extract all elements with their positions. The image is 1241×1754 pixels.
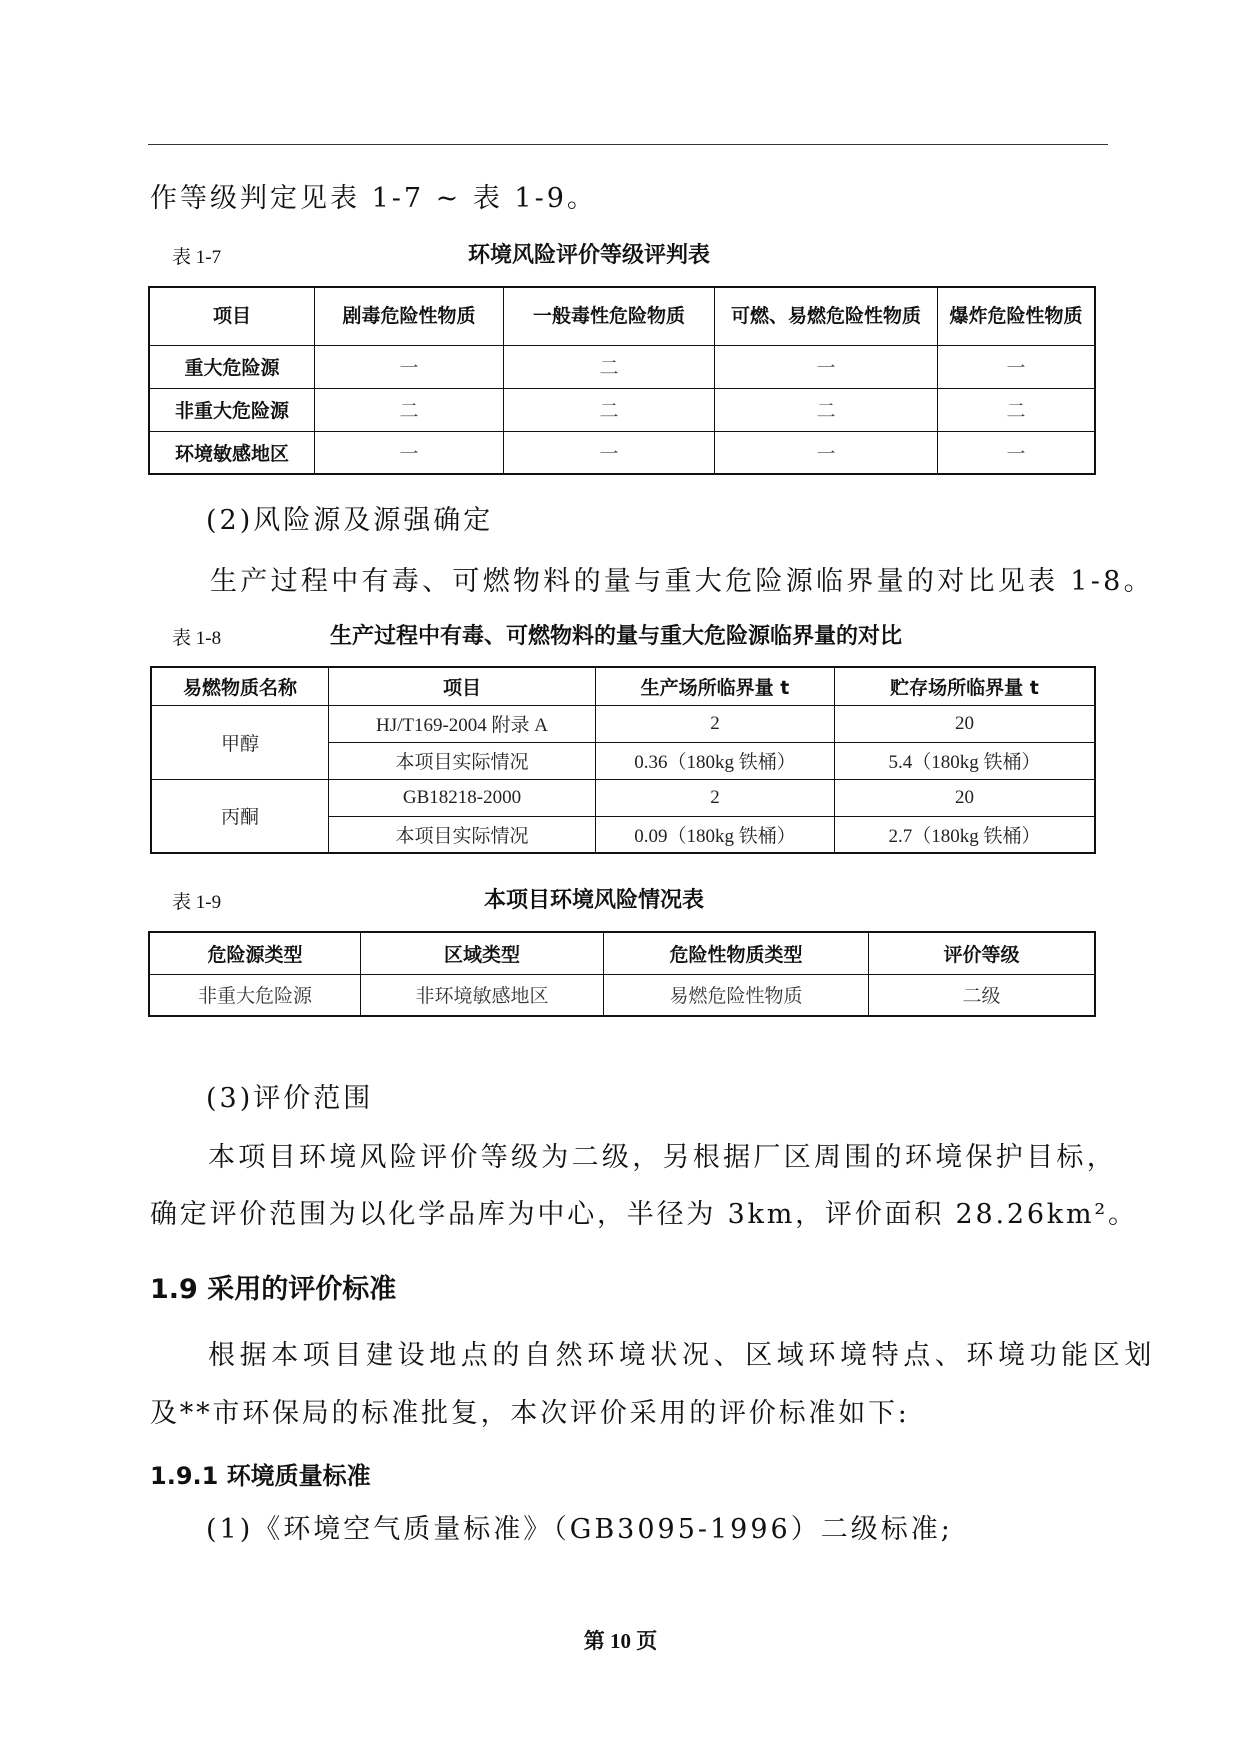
t17-cell: 一 — [315, 345, 504, 388]
section-1-9-line1: 根据本项目建设地点的自然环境状况、区域环境特点、环境功能区划 — [208, 1340, 1156, 1371]
table-1-8-title: 生产过程中有毒、可燃物料的量与重大危险源临界量的对比 — [330, 624, 903, 649]
table-1-9-title: 本项目环境风险情况表 — [484, 888, 705, 913]
table-1-8 — [150, 666, 1096, 854]
t18-header-item: 项目 — [329, 667, 596, 705]
t19-header-grade: 评价等级 — [869, 932, 1096, 974]
t17-cell: 一 — [938, 345, 1096, 388]
t19-header-substance-type: 危险性物质类型 — [604, 932, 869, 974]
sec2-text: 生产过程中有毒、可燃物料的量与重大危险源临界量的对比见表 1-8。 — [210, 566, 1154, 597]
t18-substance-methanol: 甲醇 — [151, 705, 329, 779]
t17-cell: 二 — [938, 388, 1096, 431]
t18-cell: 本项目实际情况 — [329, 742, 596, 779]
t17-header-explosive: 爆炸危险性物质 — [938, 287, 1096, 345]
t18-header-name: 易燃物质名称 — [151, 667, 329, 705]
section-1-9-line2: 及**市环保局的标准批复，本次评价采用的评价标准如下: — [150, 1398, 910, 1429]
table-1-9 — [148, 931, 1096, 1017]
t17-header-general-toxic: 一般毒性危险物质 — [504, 287, 715, 345]
t19-cell: 二级 — [869, 974, 1096, 1016]
t17-cell: 一 — [715, 345, 938, 388]
t19-header-source-type: 危险源类型 — [149, 932, 361, 974]
t18-cell: 20 — [835, 705, 1096, 742]
t18-cell: 5.4（180kg 铁桶） — [835, 742, 1096, 779]
t18-cell: 2 — [596, 705, 835, 742]
t18-cell: 2 — [596, 779, 835, 816]
t18-cell: 0.09（180kg 铁桶） — [596, 816, 835, 853]
t17-cell: 一 — [715, 431, 938, 474]
table-1-7 — [148, 286, 1096, 475]
t18-cell: HJ/T169-2004 附录 A — [329, 705, 596, 742]
t18-header-production: 生产场所临界量 t — [596, 667, 835, 705]
table-1-7-label: 表 1-7 — [172, 247, 222, 268]
t17-header-flammable: 可燃、易燃危险性物质 — [715, 287, 938, 345]
t18-cell: GB18218-2000 — [329, 779, 596, 816]
t17-cell: 二 — [315, 388, 504, 431]
section-1-9-1-heading: 1.9.1 环境质量标准 — [150, 1462, 371, 1490]
t18-cell: 2.7（180kg 铁桶） — [835, 816, 1096, 853]
t17-row-sensitive: 环境敏感地区 — [149, 431, 315, 474]
sec2-heading: (2)风险源及源强确定 — [206, 505, 494, 536]
sec3-line2: 确定评价范围为以化学品库为中心，半径为 3km，评价面积 28.26km²。 — [150, 1199, 1138, 1230]
t17-row-non-major: 非重大危险源 — [149, 388, 315, 431]
t19-cell: 易燃危险性物质 — [604, 974, 869, 1016]
t18-cell: 0.36（180kg 铁桶） — [596, 742, 835, 779]
page-number: 第 10 页 — [583, 1629, 658, 1653]
sec3-heading: (3)评价范围 — [206, 1083, 374, 1114]
t17-header-toxic: 剧毒危险性物质 — [315, 287, 504, 345]
t17-cell: 一 — [504, 431, 715, 474]
t17-cell: 二 — [504, 345, 715, 388]
header-rule — [148, 144, 1108, 145]
t18-substance-acetone: 丙酮 — [151, 779, 329, 853]
t17-cell: 二 — [504, 388, 715, 431]
t17-cell: 二 — [715, 388, 938, 431]
t18-cell: 本项目实际情况 — [329, 816, 596, 853]
t18-cell: 20 — [835, 779, 1096, 816]
t18-header-storage: 贮存场所临界量 t — [835, 667, 1096, 705]
sec3-line1: 本项目环境风险评价等级为二级，另根据厂区周围的环境保护目标， — [208, 1142, 1117, 1173]
t19-header-area-type: 区域类型 — [361, 932, 604, 974]
t17-cell: 一 — [315, 431, 504, 474]
intro-line: 作等级判定见表 1-7 ~ 表 1-9。 — [150, 183, 597, 214]
table-1-9-label: 表 1-9 — [172, 892, 222, 913]
table-1-7-title: 环境风险评价等级评判表 — [468, 243, 711, 268]
t17-row-major: 重大危险源 — [149, 345, 315, 388]
section-1-9-heading: 1.9 采用的评价标准 — [150, 1274, 397, 1305]
t19-cell: 非重大危险源 — [149, 974, 361, 1016]
section-1-9-1-item1: (1)《环境空气质量标准》（GB3095-1996）二级标准; — [206, 1514, 953, 1545]
table-1-8-label: 表 1-8 — [172, 628, 222, 649]
t17-header-item: 项目 — [149, 287, 315, 345]
t17-cell: 一 — [938, 431, 1096, 474]
t19-cell: 非环境敏感地区 — [361, 974, 604, 1016]
